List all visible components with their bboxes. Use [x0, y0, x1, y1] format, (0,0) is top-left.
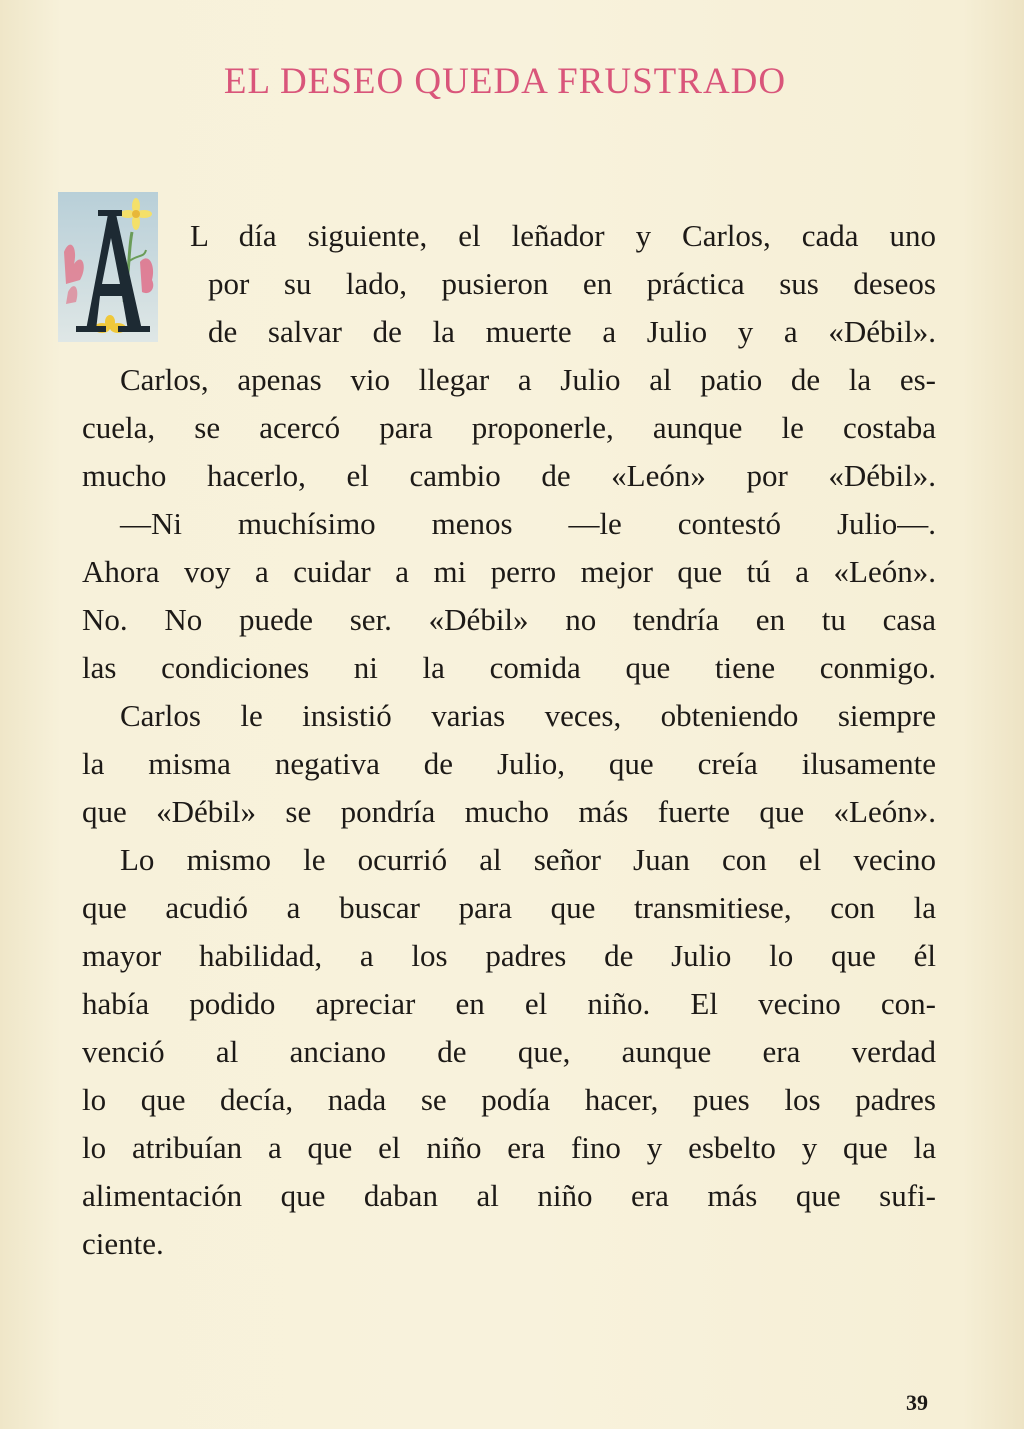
text-line: alimentación que daban al niño era más que sufi- — [82, 1178, 936, 1213]
text-line: venció al anciano de que, aunque era verdad — [82, 1034, 936, 1069]
text-line: Ahora voy a cuidar a mi perro mejor que tú a «León». — [82, 554, 936, 589]
text-line: Carlos, apenas vio llegar a Julio al patio de la es- — [120, 362, 936, 397]
text-line: lo que decía, nada se podía hacer, pues los padres — [82, 1082, 936, 1117]
text-line: de salvar de la muerte a Julio y a «Débil». — [208, 314, 936, 349]
text-line: por su lado, pusieron en práctica sus deseos — [208, 266, 936, 301]
text-line: que acudió a buscar para que transmitiese, con la — [82, 890, 936, 925]
text-line: mucho hacerlo, el cambio de «León» por «Débil». — [82, 458, 936, 493]
text-line: Lo mismo le ocurrió al señor Juan con el vecino — [120, 842, 936, 877]
chapter-title: EL DESEO QUEDA FRUSTRADO — [223, 61, 787, 102]
body-text — [82, 212, 936, 1268]
text-line: ciente. — [82, 1226, 164, 1261]
text-line: mayor habilidad, a los padres de Julio lo que él — [82, 938, 936, 973]
text-line: cuela, se acercó para proponerle, aunque le costaba — [82, 410, 936, 445]
text-line: —Ni muchísimo menos —le contestó Julio—. — [120, 506, 936, 541]
text-line: había podido apreciar en el niño. El vecino con- — [82, 986, 936, 1021]
text-line: Carlos le insistió varias veces, obteniendo siempre — [120, 698, 936, 733]
text-line: la misma negativa de Julio, que creía ilusamente — [82, 746, 936, 781]
text-line: No. No puede ser. «Débil» no tendría en tu casa — [82, 602, 936, 637]
text-line: lo atribuían a que el niño era fino y esbelto y que la — [82, 1130, 936, 1165]
page-number: 39 — [906, 1390, 928, 1415]
text-line: que «Débil» se pondría mucho más fuerte que «León». — [82, 794, 936, 829]
text-line: las condiciones ni la comida que tiene conmigo. — [82, 650, 936, 685]
text-line: L día siguiente, el leñador y Carlos, cada uno — [190, 218, 936, 253]
